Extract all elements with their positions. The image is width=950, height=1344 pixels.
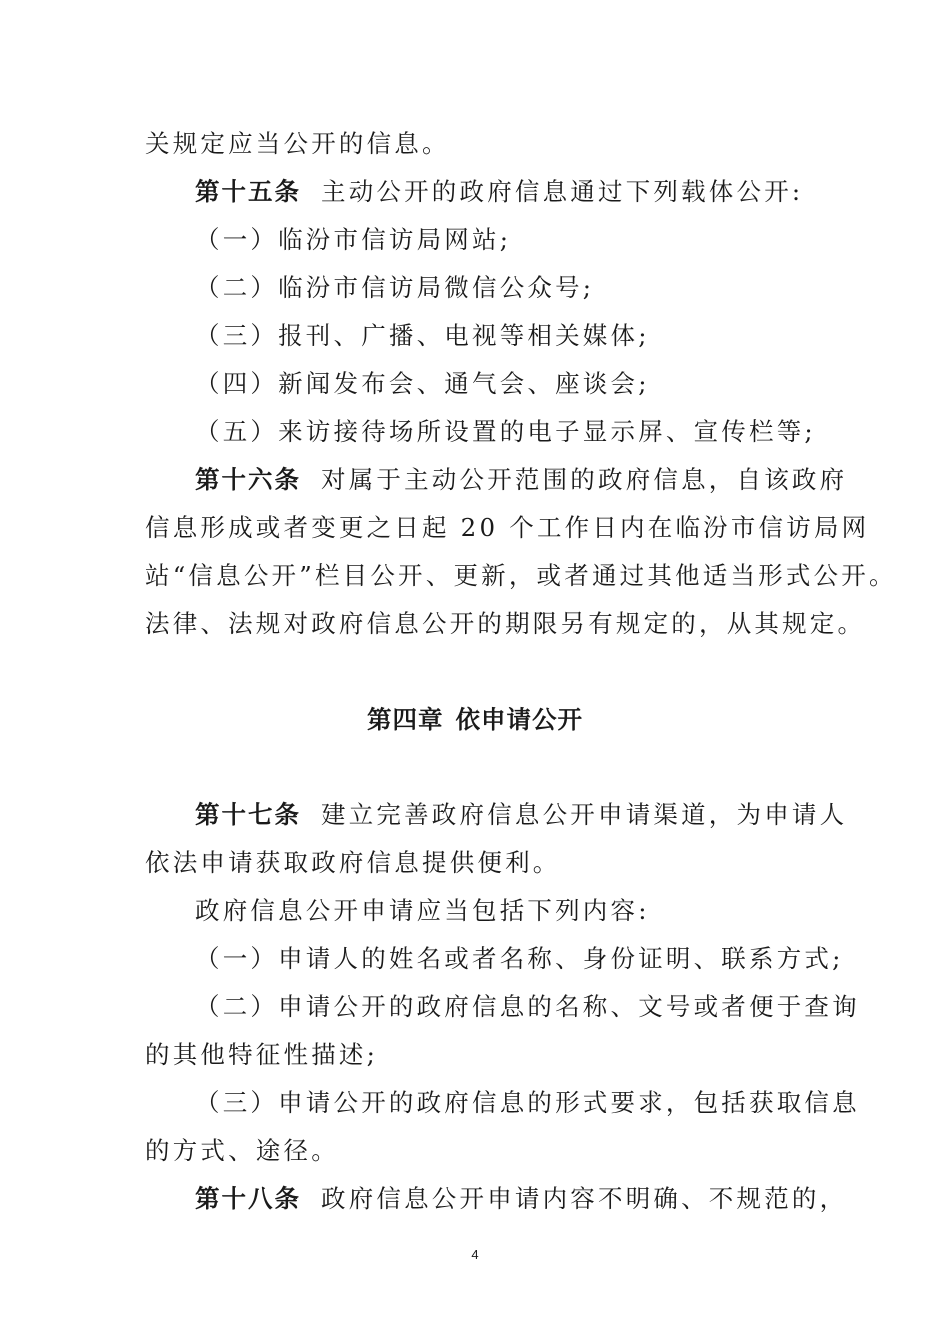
article-17 [195, 799, 848, 831]
text-line: 的方式、途径。 [145, 1136, 339, 1165]
article-text: 对属于主动公开范围的政府信息，自该政府 [321, 465, 848, 494]
text-line: 法律、法规对政府信息公开的期限另有规定的，从其规定。 [145, 609, 866, 638]
text-line: 站“信息公开”栏目公开、更新，或者通过其他适当形式公开。 [145, 561, 897, 590]
chapter-number: 第四章 [367, 705, 444, 734]
list-item: （三）报刊、广播、电视等相关媒体; [195, 321, 650, 350]
article-18 [195, 1183, 848, 1215]
page-number: 4 [471, 1247, 479, 1262]
article-15 [195, 176, 810, 208]
article-heading: 第十六条 [195, 465, 301, 494]
text-line: 信息形成或者变更之日起 20 个工作日内在临汾市信访局网 [145, 513, 870, 542]
article-16 [195, 464, 848, 496]
article-heading: 第十八条 [195, 1184, 301, 1213]
list-item: （二）申请公开的政府信息的名称、文号或者便于查询 [195, 992, 860, 1021]
chapter-heading [0, 704, 950, 736]
article-text: 政府信息公开申请内容不明确、不规范的， [321, 1184, 848, 1213]
list-item: （二）临汾市信访局微信公众号; [195, 273, 595, 302]
article-text: 建立完善政府信息公开申请渠道，为申请人 [321, 800, 848, 829]
article-heading: 第十五条 [195, 177, 301, 206]
article-heading: 第十七条 [195, 800, 301, 829]
list-item: （四）新闻发布会、通气会、座谈会; [195, 369, 650, 398]
list-item: （一）临汾市信访局网站; [195, 225, 512, 254]
text-line: 政府信息公开申请应当包括下列内容: [195, 896, 650, 925]
list-item: （三）申请公开的政府信息的形式要求，包括获取信息 [195, 1088, 860, 1117]
article-text: 主动公开的政府信息通过下列载体公开: [321, 177, 804, 206]
chapter-title: 依申请公开 [455, 705, 583, 734]
text-line: 关规定应当公开的信息。 [145, 129, 450, 158]
text-line: 依法申请获取政府信息提供便利。 [145, 848, 561, 877]
text-line: 的其他特征性描述; [145, 1040, 379, 1069]
list-item: （一）申请人的姓名或者名称、身份证明、联系方式; [195, 944, 844, 973]
list-item: （五）来访接待场所设置的电子显示屏、宣传栏等; [195, 417, 816, 446]
